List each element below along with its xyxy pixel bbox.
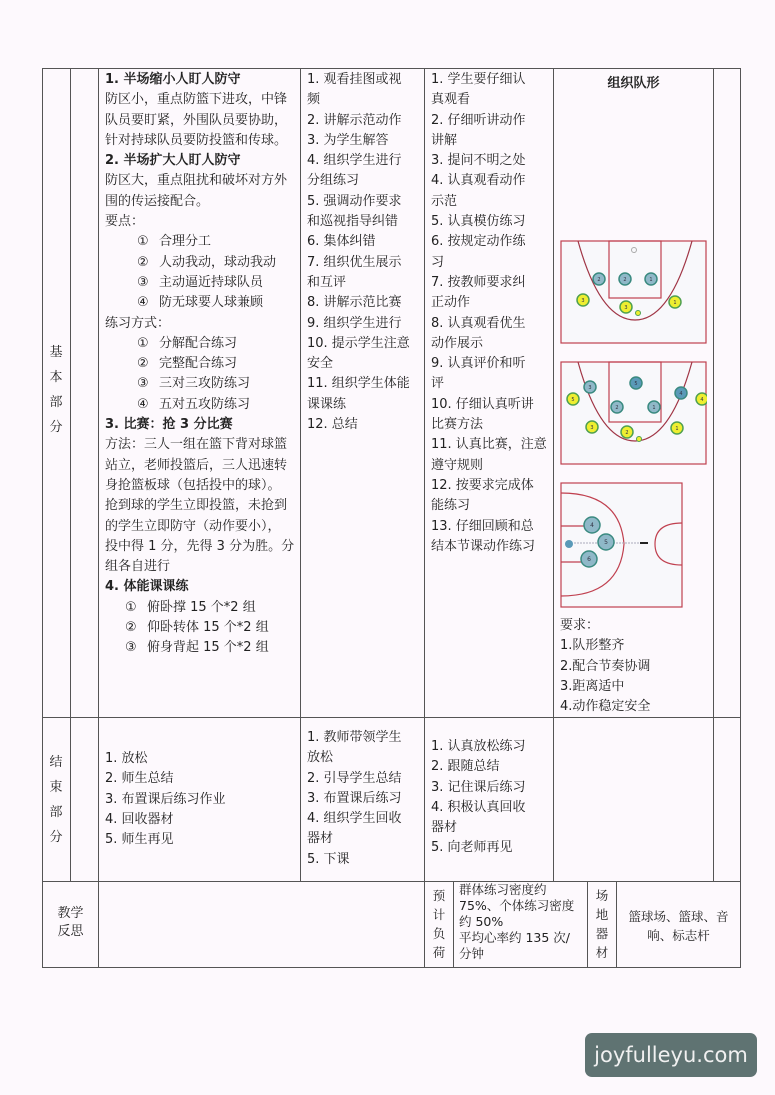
text-line: 9. 组织学生进行 <box>307 315 402 331</box>
svg-text:1: 1 <box>673 300 677 306</box>
ending-teacher-activities <box>307 728 425 870</box>
content-paragraph <box>105 476 301 496</box>
text-line: 3.距离适中 <box>560 678 625 694</box>
list-marker: ③ <box>137 376 149 392</box>
list-marker: ③ <box>137 274 149 290</box>
text-line: 4. 认真观看动作 <box>431 173 526 189</box>
list-marker: ① <box>137 234 149 250</box>
text-line: 动作展示 <box>431 335 484 351</box>
content-heading <box>105 577 301 597</box>
col-divider-2 <box>98 68 99 968</box>
text-line: 3. 布置课后练习作业 <box>105 791 226 807</box>
svg-text:4: 4 <box>679 391 683 397</box>
text-line: 器材 <box>431 820 458 836</box>
content-text: 4. 体能课课练 <box>105 579 189 595</box>
text-line: 2. 仔细听讲动作 <box>431 112 526 128</box>
text-line: 2. 讲解示范动作 <box>307 112 402 128</box>
text-line: 2. 引导学生总结 <box>307 770 402 786</box>
text-line: 12. 总结 <box>307 417 358 433</box>
label-char: 束 <box>49 780 63 795</box>
text-line: 讲解 <box>431 132 458 148</box>
text-line: 要求： <box>560 618 600 633</box>
text-line: 平均心率约 135 次/ <box>459 930 571 945</box>
list-marker: ② <box>137 254 149 270</box>
content-text: 五对五攻防练习 <box>159 396 251 412</box>
text-line: 比赛方法 <box>431 417 484 433</box>
formation-diagram-2 <box>560 361 707 465</box>
content-text: 仰卧转体 15 个*2 组 <box>147 620 269 636</box>
content-paragraph <box>105 90 301 110</box>
text-line: 12. 按要求完成体 <box>431 477 534 493</box>
list-marker: ② <box>137 356 149 372</box>
svg-text:2: 2 <box>597 277 601 283</box>
text-line: 频 <box>307 92 321 108</box>
text-line: 11. 认真比赛，注意 <box>431 437 547 453</box>
formation-requirements <box>560 616 710 717</box>
text-line: 11. 组织学生体能 <box>307 376 410 392</box>
text-line: 3. 记住课后练习 <box>431 779 526 795</box>
content-text: 完整配合练习 <box>159 356 238 372</box>
text-line: 75%、个体练习密度 <box>459 898 575 913</box>
content-list-item <box>105 334 301 354</box>
content-text: 投中得 1 分，先得 3 分为胜。分 <box>105 538 295 554</box>
content-list-item <box>105 395 301 415</box>
content-text: 防区小，重点防篮下进攻，中锋 <box>105 92 288 108</box>
text-line: 4.动作稳定安全 <box>560 699 651 715</box>
text-line: 1. 认真放松练习 <box>431 739 526 754</box>
content-paragraph <box>105 496 301 516</box>
col-divider-6 <box>713 68 714 881</box>
label-char: 场 <box>595 888 609 903</box>
text-line: 分钟 <box>459 946 485 961</box>
text-line: 能练习 <box>431 498 471 514</box>
label-char: 材 <box>595 945 609 960</box>
text-line: 6. 按规定动作练 <box>431 234 526 250</box>
text-line: 5. 强调动作要求 <box>307 193 402 209</box>
venue-line: 篮球场、篮球、音 <box>628 909 729 924</box>
text-line: 1. 教师带领学生 <box>307 730 402 745</box>
content-text: 分解配合练习 <box>159 335 238 351</box>
label-line: 反思 <box>57 924 84 939</box>
col-divider-1 <box>70 68 71 881</box>
text-line: 真观看 <box>431 92 471 108</box>
content-text: 练习方式： <box>105 315 171 331</box>
formation-title: 组织队形 <box>607 76 660 91</box>
svg-text:5: 5 <box>571 397 575 403</box>
svg-text:3: 3 <box>590 425 594 431</box>
content-heading <box>105 151 301 171</box>
table-border-top <box>42 68 741 69</box>
text-line: 约 50% <box>459 914 504 929</box>
content-text: 针对持球队员要防投篮和传球。 <box>105 132 288 148</box>
text-line: 器材 <box>307 831 334 847</box>
content-paragraph <box>105 111 301 131</box>
content-paragraph <box>105 517 301 537</box>
list-marker: ③ <box>125 640 137 656</box>
text-line: 结本节课动作练习 <box>431 538 536 554</box>
svg-text:2: 2 <box>625 430 629 436</box>
content-list-item <box>105 354 301 374</box>
content-text: 身抢篮板球（包括投中的球）。 <box>105 477 281 493</box>
content-text: 防区大，重点阻扰和破坏对方外 <box>105 173 288 189</box>
content-text: 要点： <box>105 214 145 230</box>
content-text: 1. 半场缩小人盯人防守 <box>105 72 241 87</box>
content-paragraph <box>105 131 301 151</box>
label-char: 分 <box>49 420 63 435</box>
content-list-item <box>105 273 301 293</box>
content-paragraph <box>105 557 301 577</box>
text-line: 课课练 <box>307 396 347 412</box>
text-line: 6. 集体纠错 <box>307 234 376 250</box>
section-label-basic <box>48 340 64 440</box>
text-line: 3. 提问不明之处 <box>431 153 526 169</box>
label-char: 荷 <box>432 945 446 960</box>
content-text: 组各自进行 <box>105 559 171 575</box>
content-list-item <box>105 598 301 618</box>
basic-student-activities <box>431 70 556 557</box>
text-line: 2. 跟随总结 <box>431 759 500 775</box>
ending-content <box>105 749 301 850</box>
svg-text:4: 4 <box>590 522 594 529</box>
content-text: 抢到球的学生立即投篮，未抢到 <box>105 498 288 514</box>
reflection-field[interactable] <box>99 882 424 967</box>
content-heading <box>105 415 301 435</box>
label-char: 部 <box>49 395 63 410</box>
content-text: 队员要盯紧，外围队员要协助， <box>105 112 288 128</box>
content-paragraph <box>105 456 301 476</box>
content-paragraph <box>105 192 301 212</box>
list-marker: ② <box>125 620 137 636</box>
text-line: 正动作 <box>431 295 471 311</box>
svg-text:2: 2 <box>615 405 619 411</box>
list-marker: ① <box>137 335 149 351</box>
content-text: 站立，老师投篮后，三人迅速转 <box>105 457 288 473</box>
text-line: 1. 观看挂图或视 <box>307 72 402 87</box>
svg-text:2: 2 <box>623 277 627 283</box>
table-border-right <box>740 68 741 968</box>
svg-text:5: 5 <box>604 539 608 546</box>
text-line: 7. 组织优生展示 <box>307 254 402 270</box>
text-line: 和巡视指导纠错 <box>307 214 399 230</box>
text-line: 5. 下课 <box>307 851 350 867</box>
formation-diagram-3 <box>560 482 684 608</box>
svg-text:6: 6 <box>587 556 591 563</box>
content-text: 方法：三人一组在篮下背对球篮 <box>105 437 288 453</box>
list-marker: ④ <box>137 295 149 311</box>
list-marker: ④ <box>137 396 149 412</box>
venue-label <box>588 886 616 962</box>
content-heading <box>105 70 301 90</box>
text-line: 10. 提示学生注意 <box>307 335 410 351</box>
text-line: 8. 讲解示范比赛 <box>307 295 402 311</box>
section-label-ending <box>48 750 64 850</box>
content-text: 俯身背起 15 个*2 组 <box>147 640 269 656</box>
basic-teacher-activities <box>307 70 425 435</box>
text-line: 4. 回收器材 <box>105 811 174 827</box>
content-paragraph <box>105 212 301 232</box>
label-char: 本 <box>49 370 63 385</box>
text-line: 评 <box>431 376 445 392</box>
content-text: 合理分工 <box>159 234 212 250</box>
venue-line: 响、标志杆 <box>647 928 710 943</box>
text-line: 8. 认真观看优生 <box>431 315 526 331</box>
content-text: 的学生立即防守（动作要小）， <box>105 518 281 534</box>
svg-text:3: 3 <box>588 385 592 391</box>
label-char: 预 <box>432 888 446 903</box>
label-char: 结 <box>49 755 63 770</box>
text-line: 3. 布置课后练习 <box>307 790 402 806</box>
svg-text:3: 3 <box>624 305 628 311</box>
list-marker: ① <box>125 599 137 615</box>
load-label <box>425 886 453 962</box>
svg-text:3: 3 <box>581 298 585 304</box>
text-line: 4. 组织学生回收 <box>307 811 402 827</box>
text-line: 4. 组织学生进行 <box>307 153 402 169</box>
label-char: 负 <box>432 926 446 941</box>
basic-content <box>105 70 301 659</box>
text-line: 群体练习密度约 <box>459 882 547 897</box>
svg-text:5: 5 <box>634 381 638 387</box>
label-char: 计 <box>432 907 446 922</box>
content-text: 三对三攻防练习 <box>159 376 251 392</box>
content-list-item <box>105 232 301 252</box>
text-line: 习 <box>431 254 445 270</box>
content-list-item <box>105 618 301 638</box>
content-text: 俯卧撑 15 个*2 组 <box>147 599 256 615</box>
text-line: 9. 认真评价和听 <box>431 356 526 372</box>
content-text: 人动我动，球动我动 <box>159 254 277 270</box>
text-line: 放松 <box>307 750 334 766</box>
content-list-item <box>105 293 301 313</box>
text-line: 示范 <box>431 193 458 209</box>
svg-text:1: 1 <box>652 405 656 411</box>
label-char: 地 <box>595 907 609 922</box>
content-paragraph <box>105 435 301 455</box>
text-line: 13. 仔细回顾和总 <box>431 518 534 534</box>
label-char: 器 <box>595 926 609 941</box>
col-divider-footer-a <box>453 881 454 968</box>
svg-text:1: 1 <box>649 277 653 283</box>
content-text: 围的传运接配合。 <box>105 193 210 209</box>
text-line: 安全 <box>307 356 334 372</box>
text-line: 10. 仔细认真听讲 <box>431 396 534 412</box>
svg-text:4: 4 <box>700 397 704 403</box>
text-line: 分组练习 <box>307 173 360 189</box>
label-char: 基 <box>49 345 63 360</box>
ending-student-activities <box>431 737 556 859</box>
content-paragraph <box>105 171 301 191</box>
reflection-label <box>43 905 98 941</box>
text-line: 1. 学生要仔细认 <box>431 72 526 87</box>
content-list-item <box>105 638 301 658</box>
text-line: 7. 按教师要求纠 <box>431 274 526 290</box>
content-text: 主动逼近持球队员 <box>159 274 264 290</box>
text-line: 4. 积极认真回收 <box>431 799 526 815</box>
content-text: 3. 比赛：抢 3 分比赛 <box>105 417 233 433</box>
label-char: 部 <box>49 805 63 820</box>
formation-diagram-1 <box>560 240 707 344</box>
svg-text:1: 1 <box>675 426 679 432</box>
text-line: 2. 师生总结 <box>105 771 174 787</box>
text-line: 5. 认真模仿练习 <box>431 214 526 230</box>
label-line: 教学 <box>57 906 84 921</box>
content-list-item <box>105 374 301 394</box>
label-char: 分 <box>49 830 63 845</box>
content-text: 防无球要人球兼顾 <box>159 295 264 311</box>
content-paragraph <box>105 537 301 557</box>
watermark: joyfulleyu.com <box>585 1033 757 1077</box>
load-value <box>459 882 587 962</box>
text-line: 遵守规则 <box>431 457 484 473</box>
text-line: 1. 放松 <box>105 751 148 766</box>
table-border-bottom <box>42 967 741 968</box>
text-line: 和互评 <box>307 274 347 290</box>
text-line: 3. 为学生解答 <box>307 132 389 148</box>
text-line: 1.队形整齐 <box>560 638 625 654</box>
text-line: 5. 向老师再见 <box>431 840 513 856</box>
text-line: 2.配合节奏协调 <box>560 658 651 674</box>
content-list-item <box>105 253 301 273</box>
text-line: 5. 师生再见 <box>105 832 174 848</box>
venue-value <box>617 907 740 945</box>
table-border-left <box>42 68 43 968</box>
content-text: 2. 半场扩大人盯人防守 <box>105 153 241 169</box>
content-paragraph <box>105 314 301 334</box>
